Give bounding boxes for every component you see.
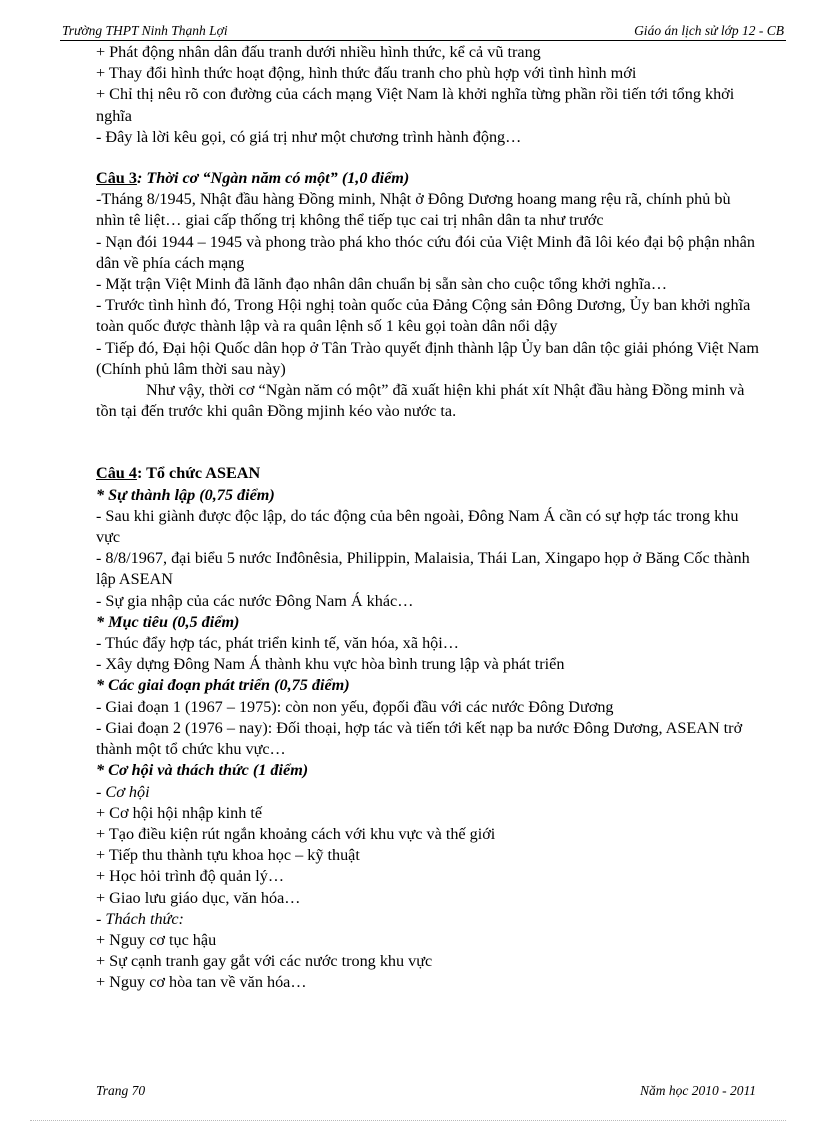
question-3-heading bbox=[96, 168, 760, 189]
paragraph: + Phát động nhân dân đấu tranh dưới nhiều hình thức, kể cả vũ trang bbox=[96, 43, 541, 61]
spacer bbox=[96, 148, 760, 168]
paragraph: - Giai đoạn 2 (1976 – nay): Đối thoại, hợp tác và tiến tới kết nạp ba nước Đông Dương, ASEAN trở thành một tổ chức khu vực… bbox=[96, 718, 743, 759]
page-header bbox=[60, 22, 786, 41]
spacer bbox=[96, 422, 760, 463]
list-item: + Cơ hội hội nhập kinh tế bbox=[96, 803, 263, 822]
list-item: + Nguy cơ hòa tan về văn hóa… bbox=[96, 973, 307, 992]
paragraph: - Nạn đói 1944 – 1945 và phong trào phá kho thóc cứu đói của Việt Minh đã lôi kéo đại bộ phận nhân dân về phía cách mạng bbox=[96, 232, 755, 272]
list-item: + Học hỏi trình độ quản lý… bbox=[96, 867, 285, 886]
paragraph: - Sau khi giành được độc lập, do tác động của bên ngoài, Đông Nam Á cần có sự hợp tác trong khu vực bbox=[96, 506, 739, 547]
header-school: Trường THPT Ninh Thạnh Lợi bbox=[62, 23, 228, 38]
section-heading: * Sự thành lập (0,75 điểm) bbox=[96, 485, 275, 504]
list-item: + Sự cạnh tranh gay gắt với các nước trong khu vực bbox=[96, 952, 433, 971]
section-heading: * Các giai đoạn phát triển (0,75 điểm) bbox=[96, 676, 350, 695]
list-item: + Tạo điều kiện rút ngắn khoảng cách với khu vực và thế giới bbox=[96, 824, 496, 843]
paragraph: - Giai đoạn 1 (1967 – 1975): còn non yếu, đọpối đầu với các nước Đông Dương bbox=[96, 697, 614, 716]
header-subject: Giáo án lịch sử lớp 12 - CB bbox=[634, 23, 784, 38]
paragraph: - Đây là lời kêu gọi, có giá trị như một chương trình hành động… bbox=[96, 127, 522, 146]
question-4-title: : Tổ chức ASEAN bbox=[136, 464, 261, 483]
question-3-title: : Thời cơ “Ngàn năm có một” (1,0 điểm) bbox=[136, 169, 410, 188]
paragraph: - Trước tình hình đó, Trong Hội nghị toàn quốc của Đảng Cộng sản Đông Dương, Ủy ban khởi nghĩa toàn quốc được thành lập và ra quân lệnh số 1 kêu gọi toàn dân nổi dậy bbox=[96, 296, 751, 336]
page-edge-divider bbox=[30, 1120, 786, 1121]
question-4-heading bbox=[96, 463, 760, 484]
page-footer bbox=[96, 1082, 756, 1100]
list-item: + Giao lưu giáo dục, văn hóa… bbox=[96, 888, 301, 907]
subsection-heading: - Thách thức: bbox=[96, 909, 184, 928]
paragraph: + Thay đổi hình thức hoạt động, hình thức đấu tranh cho phù hợp với tình hình mới bbox=[96, 64, 637, 83]
list-item: + Nguy cơ tục hậu bbox=[96, 930, 217, 949]
paragraph: - Sự gia nhập của các nước Đông Nam Á khác… bbox=[96, 591, 414, 610]
subsection-heading: - Cơ hội bbox=[96, 782, 150, 801]
paragraph: - Mặt trận Việt Minh đã lãnh đạo nhân dân chuẩn bị sẵn sàn cho cuộc tổng khởi nghĩa… bbox=[96, 275, 668, 294]
school-year: Năm học 2010 - 2011 bbox=[640, 1083, 756, 1098]
paragraph: - Tiếp đó, Đại hội Quốc dân họp ở Tân Trào quyết định thành lập Ủy ban dân tộc giải phóng Việt Nam (Chính phủ lâm thời sau này) bbox=[96, 338, 759, 378]
paragraph: + Chỉ thị nêu rõ con đường của cách mạng Việt Nam là khởi nghĩa từng phần rồi tiến tới tổng khởi nghĩa bbox=[96, 85, 735, 125]
page-number: Trang 70 bbox=[96, 1083, 146, 1098]
paragraph: - Xây dựng Đông Nam Á thành khu vực hòa bình trung lập và phát triển bbox=[96, 655, 565, 674]
question-3-conclusion: Như vậy, thời cơ “Ngàn năm có một” đã xuất hiện khi phát xít Nhật đầu hàng Đồng minh và tồn tại đến trước khi quân Đồng mjinh kéo vào nước ta. bbox=[96, 381, 745, 421]
section-heading: * Mục tiêu (0,5 điểm) bbox=[96, 612, 240, 631]
list-item: + Tiếp thu thành tựu khoa học – kỹ thuật bbox=[96, 846, 360, 865]
document-body bbox=[96, 42, 760, 994]
question-3-label: Câu 3 bbox=[96, 169, 137, 188]
paragraph: - Thúc đẩy hợp tác, phát triển kinh tế, văn hóa, xã hội… bbox=[96, 634, 459, 653]
section-heading: * Cơ hội và thách thức (1 điểm) bbox=[96, 761, 309, 780]
paragraph: - 8/8/1967, đại biểu 5 nước Inđônêsia, Philippin, Malaisia, Thái Lan, Xingapo họp ở Băng Cốc thành lập ASEAN bbox=[96, 549, 750, 589]
paragraph: -Tháng 8/1945, Nhật đầu hàng Đồng minh, Nhật ở Đông Dương hoang mang rệu rã, chính phủ bù nhìn tê liệt… giai cấp thống trị không thể tiếp tục cai trị nhân dân ta như trước bbox=[96, 190, 731, 230]
question-4-label: Câu 4 bbox=[96, 464, 137, 483]
